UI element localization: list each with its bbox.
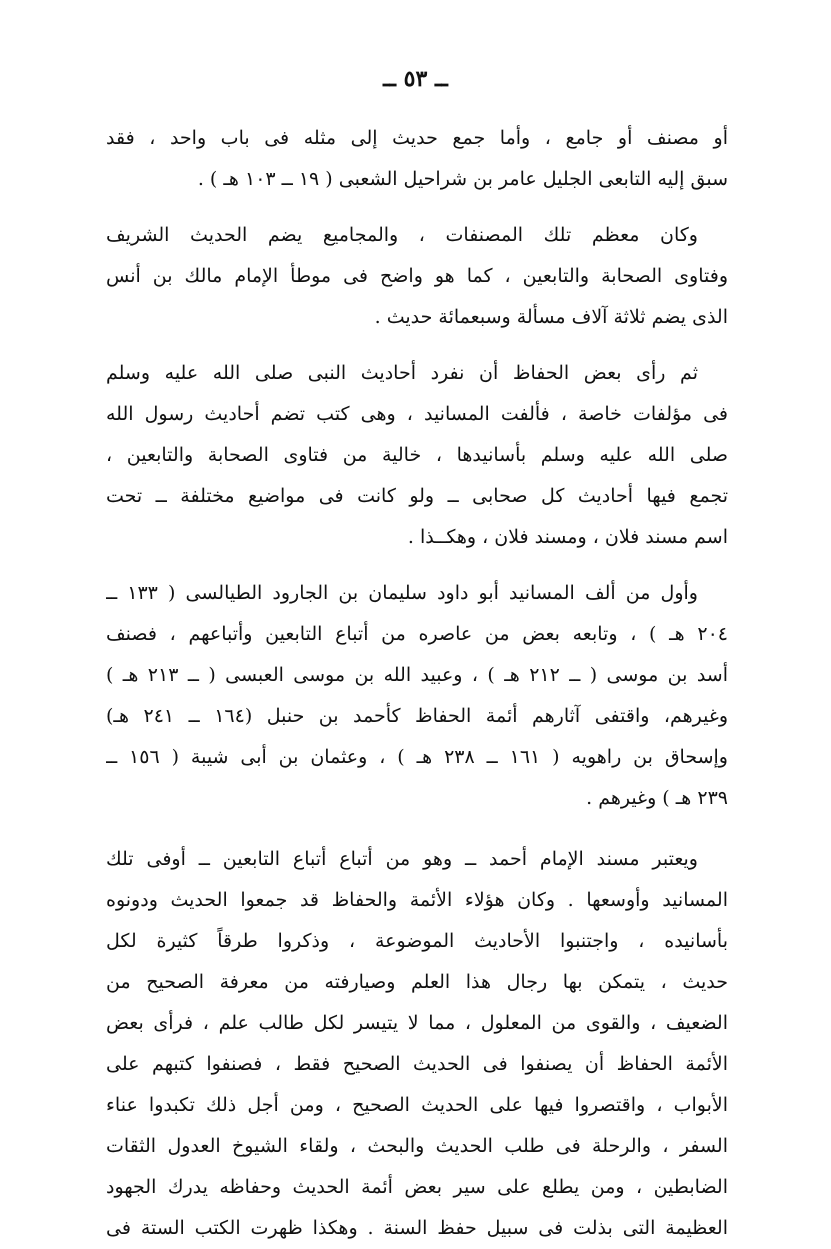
text-line: بأسانيده ، واجتنبوا الأحاديث الموضوعة ، وذكروا طرقاً كثيرة لكل (106, 930, 728, 952)
body-text (106, 118, 728, 1249)
text-line: الأئمة الحفاظ أن يصنفوا فى الحديث الصحيح فقط ، فصنفوا كتبهم على (106, 1053, 728, 1075)
text-line: وأول من ألف المسانيد أبو داود سليمان بن الجارود الطيالسى ( ١٣٣ ــ (106, 582, 698, 604)
text-line: صلى الله عليه وسلم بأسانيدها ، خالية من فتاوى الصحابة والتابعين ، (106, 444, 728, 466)
paragraph-4 (106, 573, 728, 819)
text-line: فى مؤلفات خاصة ، فألفت المسانيد ، وهى كتب تضم أحاديث رسول الله (106, 403, 728, 425)
text-line: الضابطين ، ومن يطلع على سير بعض أئمة الحديث وحفاظه يدرك الجهود (106, 1176, 728, 1198)
text-line: وكان معظم تلك المصنفات ، والمجاميع يضم الحديث الشريف (106, 224, 698, 246)
text-line: الضعيف ، والقوى من المعلول ، مما لا يتيسر لكل طالب علم ، فرأى بعض (106, 1012, 728, 1034)
text-line: أسد بن موسى ( ــ ٢١٢ هـ ) ، وعبيد الله بن موسى العبسى ( ــ ٢١٣ هـ ) (106, 664, 728, 686)
text-line: اسم مسند فلان ، ومسند فلان ، وهكــذا . (407, 526, 728, 548)
text-line: وفتاوى الصحابة والتابعين ، كما هو واضح فى موطأ الإمام مالك بن أنس (106, 265, 728, 287)
text-line: المسانيد وأوسعها . وكان هؤلاء الأئمة والحفاظ قد جمعوا الحديث ودونوه (106, 889, 728, 911)
text-line: أو مصنف أو جامع ، وأما جمع حديث إلى مثله فى باب واحد ، فقد (106, 127, 728, 149)
paragraph-1 (106, 118, 728, 200)
text-line: وإسحاق بن راهويه ( ١٦١ ــ ٢٣٨ هـ ) ، وعثمان بن أبى شيبة ( ١٥٦ ــ (106, 746, 728, 768)
text-line: السفر ، والرحلة فى طلب الحديث والبحث ، ولقاء الشيوخ العدول الثقات (106, 1135, 728, 1157)
text-line: ٢٣٩ هـ ) وغيرهم . (586, 787, 728, 809)
text-line: ثم رأى بعض الحفاظ أن نفرد أحاديث النبى صلى الله عليه وسلم (106, 362, 698, 384)
page-number: ــ ٥٣ ــ (383, 66, 448, 92)
text-line: الأبواب ، واقتصروا فيها على الحديث الصحيح ، ومن أجل ذلك تكبدوا عناء (106, 1094, 728, 1116)
paragraph-5 (106, 839, 728, 1249)
paragraph-3 (106, 353, 728, 558)
text-line: تجمع فيها أحاديث كل صحابى ــ ولو كانت فى مواضيع مختلفة ــ تحت (106, 485, 728, 507)
text-line: الذى يضم ثلاثة آلاف مسألة وسبعمائة حديث . (374, 306, 728, 328)
text-line: سبق إليه التابعى الجليل عامر بن شراحيل الشعبى ( ١٩ ــ ١٠٣ هـ ) . (197, 168, 728, 190)
paragraph-2 (106, 215, 728, 338)
text-line: حديث ، يتمكن بها رجال هذا العلم وصيارفته من معرفة الصحيح من (106, 971, 728, 993)
text-line: وغيرهم، واقتفى آثارهم أئمة الحفاظ كأحمد بن حنبل (١٦٤ ــ ٢٤١ هـ) (106, 705, 728, 727)
text-line: ٢٠٤ هـ ) ، وتابعه بعض من عاصره من أتباع التابعين وأتباعهم ، فصنف (106, 623, 728, 645)
text-line: ويعتبر مسند الإمام أحمد ــ وهو من أتباع أتباع التابعين ــ أوفى تلك (106, 848, 698, 870)
text-line: العظيمة التى بذلت فى سبيل حفظ السنة . وهكذا ظهرت الكتب الستة فى (106, 1217, 728, 1239)
